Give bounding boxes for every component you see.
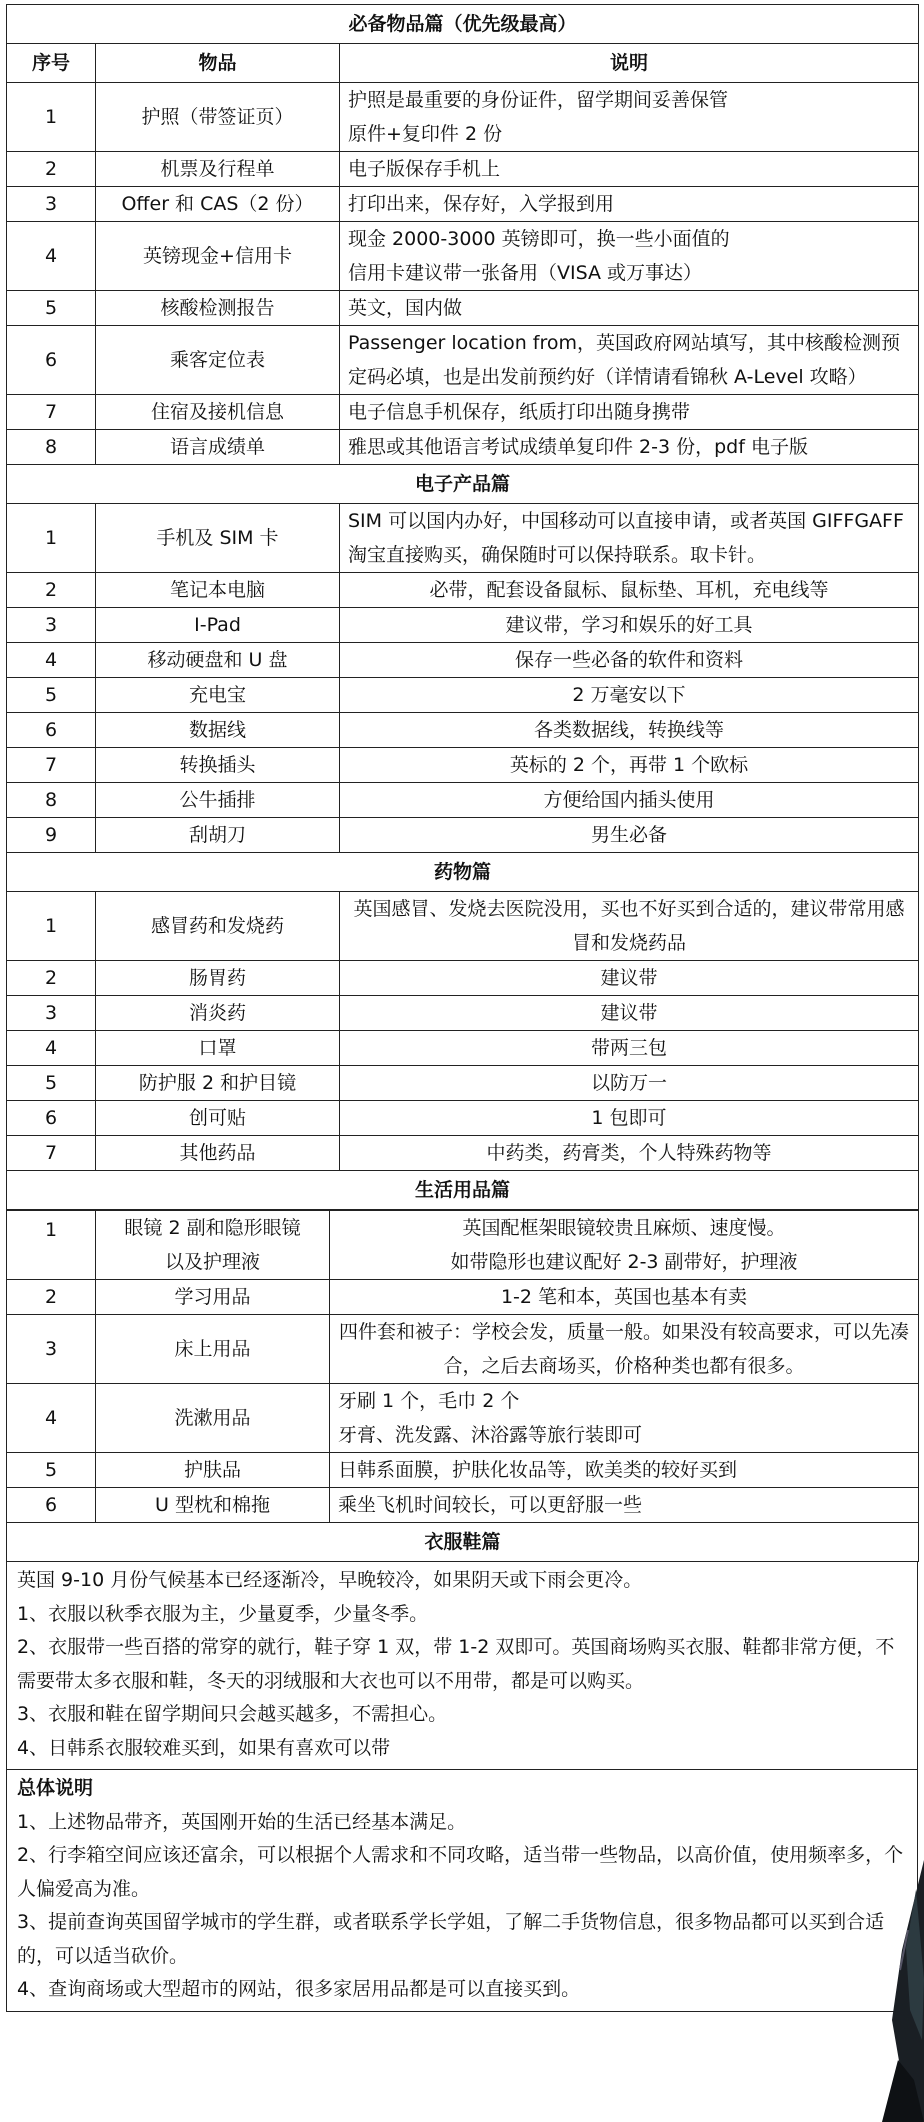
item-name [96, 1488, 330, 1523]
summary-line: 2、行李箱空间应该还富余，可以根据个人需求和不同攻略，适当带一些物品，以高价值，使用频率多，个人偏爱高为准。 [17, 1844, 904, 1900]
clothing-notes [6, 1562, 918, 1770]
row-number: 4 [7, 1384, 96, 1453]
item-name: 核酸检测报告 [96, 291, 340, 326]
cell-line: 牙刷 1 个，毛巾 2 个 [338, 1390, 520, 1412]
section-title-clothing: 衣服鞋篇 [7, 1523, 919, 1562]
row-number: 2 [7, 152, 96, 187]
table-row [7, 783, 919, 818]
cell-line: 床上用品 [174, 1338, 251, 1360]
item-description [330, 1211, 919, 1280]
section-title-essentials: 必备物品篇（优先级最高） [7, 5, 919, 44]
summary-line: 4、查询商场或大型超市的网站，很多家居用品都是可以直接买到。 [17, 1978, 581, 2000]
item-description: 男生必备 [340, 818, 919, 853]
cell-line: 如带隐形也建议配好 2-3 副带好，护理液 [450, 1251, 798, 1273]
item-name [96, 1315, 330, 1384]
row-number: 3 [7, 996, 96, 1031]
table-row [7, 1136, 919, 1171]
summary-title: 总体说明 [17, 1777, 94, 1799]
row-number: 5 [7, 291, 96, 326]
summary-line: 3、提前查询英国留学城市的学生群，或者联系学长学姐，了解二手货物信息，很多物品都可以买到合适的，可以适当砍价。 [17, 1911, 885, 1967]
cell-line: U 型枕和棉拖 [155, 1494, 270, 1516]
table-row [7, 678, 919, 713]
table-row [7, 1211, 919, 1280]
table-row [7, 573, 919, 608]
section-title-daily: 生活用品篇 [7, 1171, 919, 1210]
table-row [7, 643, 919, 678]
table-row [7, 291, 919, 326]
item-description: 1 包即可 [340, 1101, 919, 1136]
cell-line: 护肤品 [183, 1459, 241, 1481]
table-row [7, 961, 919, 996]
item-description: 带两三包 [340, 1031, 919, 1066]
item-description: 英标的 2 个，再带 1 个欧标 [340, 748, 919, 783]
row-number: 7 [7, 395, 96, 430]
table-row [7, 996, 919, 1031]
item-name: 乘客定位表 [96, 326, 340, 395]
item-name: 语言成绩单 [96, 430, 340, 465]
column-header-description: 说明 [340, 44, 919, 83]
row-number: 1 [7, 1211, 96, 1280]
item-description: SIM 可以国内办好，中国移动可以直接申请，或者英国 GIFFGAFF 淘宝直接购买，确保随时可以保持联系。取卡针。 [340, 504, 919, 573]
table-row [7, 713, 919, 748]
item-name [96, 1280, 330, 1315]
item-description: 建议带 [340, 961, 919, 996]
packing-list-table [6, 4, 919, 1210]
cell-line: 电子版保存手机上 [348, 158, 501, 180]
item-description: 各类数据线，转换线等 [340, 713, 919, 748]
cell-line: 1-2 笔和本，英国也基本有卖 [500, 1286, 748, 1308]
figure-sketch-image [864, 1830, 924, 2122]
item-description [330, 1488, 919, 1523]
item-description [340, 187, 919, 222]
table-row [7, 430, 919, 465]
item-description [330, 1315, 919, 1384]
item-description [340, 83, 919, 152]
row-number: 7 [7, 1136, 96, 1171]
cell-line: 乘坐飞机时间较长，可以更舒服一些 [338, 1494, 643, 1516]
table-row [7, 222, 919, 291]
item-name [96, 1384, 330, 1453]
item-description: 建议带 [340, 996, 919, 1031]
cell-line: 英国配框架眼镜较贵且麻烦、速度慢。 [462, 1217, 786, 1239]
cell-line: 日韩系面膜，护肤化妆品等，欧美类的较好买到 [338, 1459, 738, 1481]
cell-line: 四件套和被子：学校会发，质量一般。如果没有较高要求，可以先凑合，之后去商场买，价格种类也都有很多。 [338, 1321, 909, 1377]
item-description [340, 395, 919, 430]
row-number: 6 [7, 326, 96, 395]
item-name [96, 1211, 330, 1280]
item-name: Offer 和 CAS（2 份） [96, 187, 340, 222]
row-number: 9 [7, 818, 96, 853]
row-number: 1 [7, 83, 96, 152]
table-row [7, 892, 919, 961]
cell-line: 英文，国内做 [348, 297, 463, 319]
row-number: 7 [7, 748, 96, 783]
item-name: 创可贴 [96, 1101, 340, 1136]
table-row [7, 326, 919, 395]
table-row [7, 1453, 919, 1488]
row-number: 2 [7, 1280, 96, 1315]
item-name: 口罩 [96, 1031, 340, 1066]
item-description [340, 430, 919, 465]
item-description: 建议带，学习和娱乐的好工具 [340, 608, 919, 643]
item-name: 充电宝 [96, 678, 340, 713]
item-description: 必带，配套设备鼠标、鼠标垫、耳机，充电线等 [340, 573, 919, 608]
item-name [96, 1453, 330, 1488]
table-row [7, 504, 919, 573]
table-row [7, 152, 919, 187]
table-row [7, 1315, 919, 1384]
table-row [7, 1101, 919, 1136]
cell-line: 以及护理液 [164, 1251, 260, 1273]
item-name: 护照（带签证页） [96, 83, 340, 152]
row-number: 8 [7, 783, 96, 818]
row-number: 4 [7, 222, 96, 291]
cell-line: 眼镜 2 副和隐形眼镜 [124, 1217, 301, 1239]
cell-line: 学习用品 [174, 1286, 251, 1308]
cell-line: 原件+复印件 2 份 [348, 123, 503, 145]
item-name: 住宿及接机信息 [96, 395, 340, 430]
item-name: 数据线 [96, 713, 340, 748]
item-name: 手机及 SIM 卡 [96, 504, 340, 573]
row-number: 8 [7, 430, 96, 465]
column-header-item: 物品 [96, 44, 340, 83]
item-description: 方便给国内插头使用 [340, 783, 919, 818]
item-description: 以防万一 [340, 1066, 919, 1101]
item-description [340, 222, 919, 291]
cell-line: 牙膏、洗发露、沐浴露等旅行装即可 [338, 1424, 643, 1446]
summary-line: 1、上述物品带齐，英国刚开始的生活已经基本满足。 [17, 1810, 467, 1833]
cell-line: 雅思或其他语言考试成绩单复印件 2-3 份，pdf 电子版 [348, 436, 808, 458]
row-number: 1 [7, 892, 96, 961]
cell-line: 电子信息手机保存，纸质打印出随身携带 [348, 401, 691, 423]
table-row [7, 818, 919, 853]
item-description: 2 万毫安以下 [340, 678, 919, 713]
table-row [7, 748, 919, 783]
row-number: 2 [7, 961, 96, 996]
table-row [7, 1280, 919, 1315]
table-row [7, 608, 919, 643]
clothing-line: 1、衣服以秋季衣服为主，少量夏季，少量冬季。 [17, 1602, 429, 1625]
item-description [340, 152, 919, 187]
row-number: 4 [7, 643, 96, 678]
item-description [330, 1453, 919, 1488]
row-number: 6 [7, 1101, 96, 1136]
item-description [330, 1280, 919, 1315]
table-row [7, 1031, 919, 1066]
clothing-line: 2、衣服带一些百搭的常穿的就行，鞋子穿 1 双，带 1-2 双即可。英国商场购买衣服、鞋都非常方便，不需要带太多衣服和鞋，冬天的羽绒服和大衣也可以不用带，都是可以购买。 [17, 1636, 895, 1692]
row-number: 3 [7, 608, 96, 643]
cell-line: 现金 2000-3000 英镑即可，换一些小面值的 [348, 228, 730, 250]
table-row [7, 395, 919, 430]
item-name: 其他药品 [96, 1136, 340, 1171]
item-name: 刮胡刀 [96, 818, 340, 853]
item-name: 感冒药和发烧药 [96, 892, 340, 961]
clothing-line: 英国 9-10 月份气候基本已经逐渐冷，早晚较冷，如果阴天或下雨会更冷。 [17, 1569, 643, 1591]
item-name: 机票及行程单 [96, 152, 340, 187]
row-number: 5 [7, 1066, 96, 1101]
table-row [7, 187, 919, 222]
table-row [7, 1384, 919, 1453]
item-name: 公牛插排 [96, 783, 340, 818]
table-row [7, 1488, 919, 1523]
item-description [340, 326, 919, 395]
summary-notes [6, 1770, 918, 2012]
row-number: 4 [7, 1031, 96, 1066]
row-number: 1 [7, 504, 96, 573]
cell-line: 信用卡建议带一张备用（VISA 或万事达） [348, 262, 703, 284]
clothing-line: 4、日韩系衣服较难买到，如果有喜欢可以带 [17, 1736, 391, 1759]
item-description: 英国感冒、发烧去医院没用，买也不好买到合适的，建议带常用感冒和发烧药品 [340, 892, 919, 961]
row-number: 3 [7, 187, 96, 222]
row-number: 2 [7, 573, 96, 608]
row-number: 6 [7, 713, 96, 748]
item-description: 中药类，药膏类，个人特殊药物等 [340, 1136, 919, 1171]
item-name: 消炎药 [96, 996, 340, 1031]
table-row [7, 1066, 919, 1101]
cell-line: 洗漱用品 [174, 1407, 251, 1429]
clothing-line: 3、衣服和鞋在留学期间只会越买越多，不需担心。 [17, 1703, 448, 1725]
daily-goods-table [6, 1210, 919, 1562]
item-description [330, 1384, 919, 1453]
packing-list-sheet [6, 4, 918, 2012]
row-number: 6 [7, 1488, 96, 1523]
item-description [340, 291, 919, 326]
row-number: 5 [7, 1453, 96, 1488]
cell-line: 护照是最重要的身份证件，留学期间妥善保管 [348, 89, 729, 111]
item-description: 保存一些必备的软件和资料 [340, 643, 919, 678]
table-row [7, 83, 919, 152]
row-number: 5 [7, 678, 96, 713]
section-title-electronics: 电子产品篇 [7, 465, 919, 504]
item-name: 转换插头 [96, 748, 340, 783]
cell-line: Passenger location from，英国政府网站填写，其中核酸检测预定码必填，也是出发前预约好（详情请看锦秋 A-Level 攻略） [348, 332, 901, 388]
cell-line: 打印出来，保存好，入学报到用 [348, 193, 615, 215]
item-name: I-Pad [96, 608, 340, 643]
item-name: 笔记本电脑 [96, 573, 340, 608]
item-name: 英镑现金+信用卡 [96, 222, 340, 291]
item-name: 移动硬盘和 U 盘 [96, 643, 340, 678]
column-header-number: 序号 [7, 44, 96, 83]
item-name: 肠胃药 [96, 961, 340, 996]
section-title-medicine: 药物篇 [7, 853, 919, 892]
item-name: 防护服 2 和护目镜 [96, 1066, 340, 1101]
row-number: 3 [7, 1315, 96, 1384]
